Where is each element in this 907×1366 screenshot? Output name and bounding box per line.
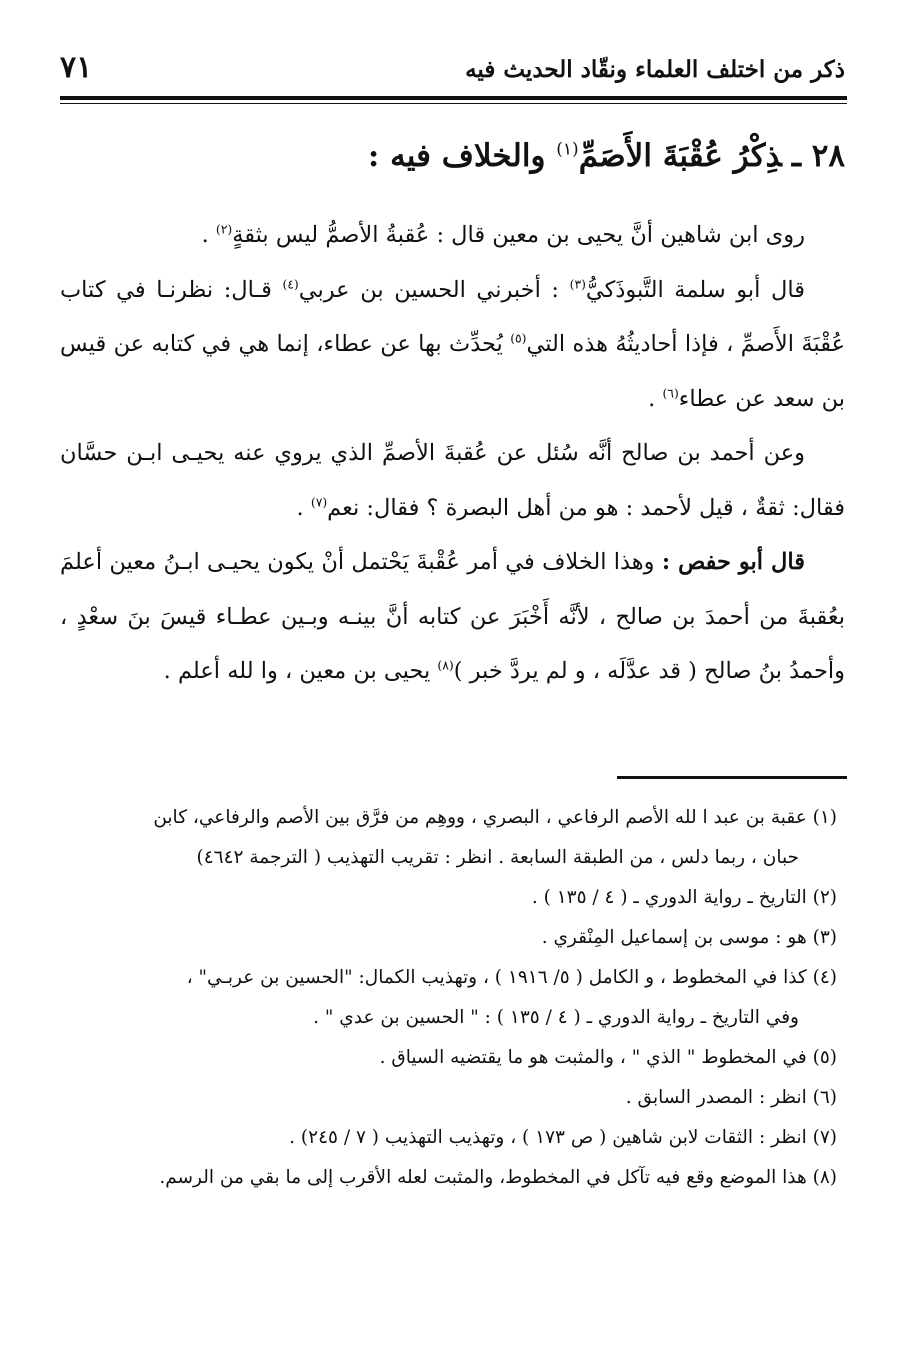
header-rule-thick	[60, 96, 847, 100]
footnote-text: هذا الموضع وقع فيه تآكل في المخطوط، والمثبت لعله الأقرب إلى ما بقي من الرسم.	[159, 1167, 807, 1188]
footnote	[60, 1158, 837, 1198]
footnote-number: (٨)	[812, 1167, 837, 1188]
footnote	[60, 1118, 837, 1158]
footnote-ref: (٦)	[662, 386, 679, 400]
paragraph-text: يُحدِّث بها عن عطاء، إنما هي في كتابه عن قيس بن سعد عن عطاء	[60, 331, 845, 412]
footnote-text: التاريخ ـ رواية الدوري ـ ( ٤ / ١٣٥ ) .	[531, 887, 807, 908]
footnote-ref: (٥)	[510, 331, 527, 346]
footnote-number: (٣)	[812, 927, 837, 948]
footnote-ref: (٤)	[282, 277, 299, 291]
footnote-continuation: وفي التاريخ ـ رواية الدوري ـ ( ٤ / ١٣٥ ) : " الحسين بن عدي " .	[313, 1007, 799, 1028]
paragraph-text: : أخبرني الحسين بن عربي	[298, 276, 570, 303]
footnote-text: هو : موسى بن إسماعيل المِنْقري .	[541, 927, 807, 948]
footnote-text: عقبة بن عبد ا لله الأصم الرفاعي ، البصري ، ووهِم من فرَّق بين الأصم والرفاعي، كابن	[153, 807, 807, 828]
footnote-ref: (٨)	[437, 658, 454, 673]
paragraph-text: قال أبو سلمة التَّبوذَكيُّ	[585, 276, 805, 303]
section-title-rest: والخلاف فيه :	[367, 138, 557, 174]
section-heading	[368, 138, 845, 174]
body-text	[60, 208, 845, 699]
footnote-ref: (١)	[556, 139, 579, 160]
header-rule-thin	[60, 103, 847, 104]
footnote-number: (٧)	[812, 1127, 837, 1148]
footnote	[60, 1078, 837, 1118]
speaker-label: قال أبو حفص :	[661, 549, 805, 575]
paragraph-text: .	[296, 494, 311, 521]
paragraph-text: .	[201, 222, 216, 248]
footnote-text: انظر : الثقات لابن شاهين ( ص ١٧٣ ) ، وتهذيب التهذيب ( ٧ / ٢٤٥) .	[289, 1127, 807, 1148]
page-number: ٧١	[60, 50, 93, 85]
footnote	[60, 878, 837, 918]
section-number: ٢٨ ـ	[791, 138, 845, 174]
footnote-text: كذا في المخطوط ، و الكامل ( ٥/ ١٩١٦ ) ، وتهذيب الكمال: "الحسين بن عربـي" ،	[186, 967, 807, 988]
paragraph-text: .	[648, 385, 663, 412]
footnote-number: (٥)	[812, 1047, 837, 1068]
footnote-number: (٦)	[812, 1087, 837, 1108]
footnote-separator	[617, 776, 847, 779]
footnote-text: في المخطوط " الذي " ، والمثبت هو ما يقتضيه السياق .	[379, 1047, 807, 1068]
footnote-continuation: حبان ، ربما دلس ، من الطبقة السابعة . انظر : تقريب التهذيب ( الترجمة ٤٦٤٢)	[196, 847, 799, 868]
section-title: ذِكْرُ عُقْبَةَ الأَصَمِّ	[578, 138, 782, 174]
footnote-number: (٤)	[812, 967, 837, 988]
page-header	[60, 52, 845, 92]
footnote-ref: (٧)	[310, 495, 328, 509]
paragraph-text: روى ابن شاهين أنَّ يحيى بن معين قال : عُقبةُ الأصمُّ ليس بثقةٍ	[232, 222, 805, 248]
paragraph	[60, 535, 845, 699]
paragraph-text: قـال: نظرنـا في كتاب عُقْبَةَ الأَصمِّ ، فإذا أحاديثُهُ هذه التي	[60, 276, 845, 357]
footnote-number: (٢)	[812, 887, 837, 908]
paragraph-text: يحيى بن معين ، وا لله أعلم .	[163, 658, 438, 684]
footnote	[60, 1038, 837, 1078]
paragraph	[60, 426, 845, 535]
footnote-ref: (٢)	[215, 222, 233, 237]
footnote-number: (١)	[812, 807, 837, 828]
paragraph	[60, 263, 845, 427]
paragraph-text: وهذا الخلاف في أمر عُقْبةَ يَحْتمل أنْ يكون يحيـى ابـنُ معين أعلمَ بعُقبةَ من أحمدَ بن صالح ، لأنَّه أَخْبَرَ عن كتابه أنَّ بينـه وبـين عطـاء قيسَ بنَ سعْدٍ ، وأحمدُ بنُ صالح ( قد عدَّلَه ، و لم يردَّ خبر )	[60, 549, 845, 684]
footnote	[60, 798, 837, 878]
footnote-text: انظر : المصدر السابق .	[625, 1087, 807, 1108]
running-title: ذكر من اختلف العلماء ونقّاد الحديث فيه	[465, 56, 845, 83]
footnote	[60, 918, 837, 958]
paragraph	[60, 208, 845, 263]
footnote	[60, 958, 837, 1038]
footnote-ref: (٣)	[569, 277, 586, 291]
paragraph-text: وعن أحمد بن صالح أنَّه سُئل عن عُقبةَ الأصمِّ الذي يروي عنه يحيـى ابـن حسَّان فقال: ثقةٌ ، قيل لأحمد : هو من أهل البصرة ؟ فقال: نعم	[60, 440, 845, 521]
footnotes	[60, 798, 837, 1198]
